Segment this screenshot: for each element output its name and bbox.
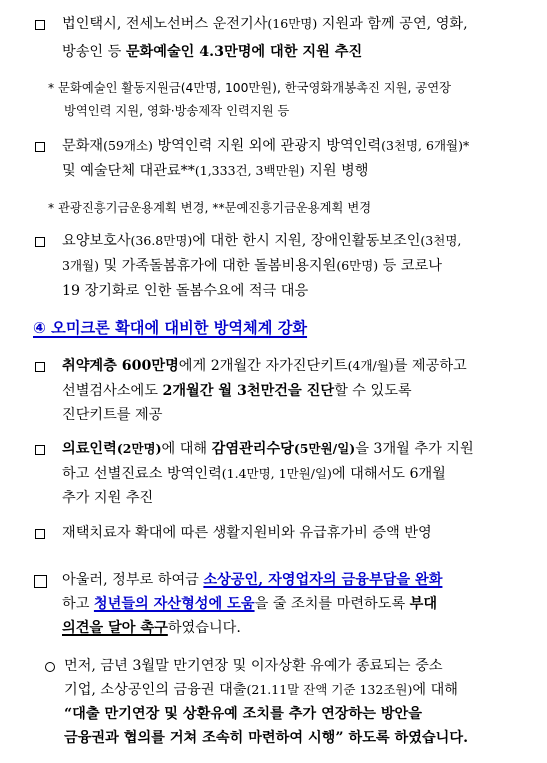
sub-para-line4: 금융권과 협의를 거쳐 조속히 마련하여 시행” 하도록 하였습니다. <box>64 730 469 746</box>
main-para-line1: 아울러, 정부로 하여금 소상공인, 자영업자의 금융부담을 완화 <box>62 572 443 588</box>
note1-line1: * 문화예술인 활동지원금(4만명, 100만원), 한국영화개봉촉진 지원, 공연장 <box>48 81 451 95</box>
checkbox-bullet-icon <box>35 529 45 539</box>
square-bullet-icon <box>34 575 47 588</box>
bullet1-line2: 방송인 등 문화예술인 4.3만명에 대한 지원 추진 <box>62 44 363 60</box>
bullet3-line1: 요양보호사(36.8만명)에 대한 한시 지원, 장애인활동보조인(3천명, <box>62 233 462 249</box>
checkbox-bullet-icon <box>35 142 45 152</box>
main-para-line3: 의견을 달아 촉구하였습니다. <box>62 620 241 636</box>
section-heading: ④ 오미크론 확대에 대비한 방역체계 강화 <box>33 319 308 337</box>
note1-line2: 방역인력 지원, 영화·방송제작 인력지원 등 <box>64 104 290 118</box>
sub-para-line1: 먼저, 금년 3월말 만기연장 및 이자상환 유예가 종료되는 중소 <box>64 658 443 674</box>
bullet5-line2: 하고 선별진료소 방역인력(1.4만명, 1만원/일)에 대해서도 6개월 <box>62 466 446 482</box>
sub-para-line3: “대출 만기연장 및 상환유예 조치를 추가 연장하는 방안을 <box>64 706 422 722</box>
bullet6: 재택치료자 확대에 따른 생활지원비와 유급휴가비 증액 반영 <box>62 525 432 541</box>
bullet5-line3: 추가 지원 추진 <box>62 490 154 506</box>
bullet1-line1: 법인택시, 전세노선버스 운전기사(16만명) 지원과 함께 공연, 영화, <box>62 16 468 32</box>
bullet4-line3: 진단키트를 제공 <box>62 407 163 423</box>
bullet4-line1: 취약계층 600만명에게 2개월간 자가진단키트(4개/월)를 제공하고 <box>62 358 467 374</box>
bullet3-line3: 19 장기화로 인한 돌봄수요에 적극 대응 <box>62 283 309 299</box>
bullet5-line1: 의료인력(2만명)에 대해 감염관리수당(5만원/일)을 3개월 추가 지원 <box>62 441 474 457</box>
checkbox-bullet-icon <box>35 20 45 30</box>
sub-para-line2: 기업, 소상공인의 금융권 대출(21.11말 잔액 기준 132조원)에 대해 <box>64 682 458 698</box>
main-para-line2: 하고 청년들의 자산형성에 도움을 줄 조치를 마련하도록 부대 <box>62 596 438 612</box>
bullet2-line2: 및 예술단체 대관료**(1,333건, 3백만원) 지원 병행 <box>62 163 369 179</box>
bullet2-line1: 문화재(59개소) 방역인력 지원 외에 관광지 방역인력(3천명, 6개월)* <box>62 138 470 154</box>
bullet4-line2: 선별검사소에도 2개월간 월 3천만건을 진단할 수 있도록 <box>62 383 412 399</box>
bullet3-line2: 3개월) 및 가족돌봄휴가에 대한 돌봄비용지원(6만명) 등 코로나 <box>62 258 443 274</box>
checkbox-bullet-icon <box>35 362 45 372</box>
circle-bullet-icon <box>45 662 55 672</box>
note2: * 관광진흥기금운용계획 변경, **문예진흥기금운용계획 변경 <box>48 201 372 215</box>
checkbox-bullet-icon <box>35 237 45 247</box>
checkbox-bullet-icon <box>35 445 45 455</box>
